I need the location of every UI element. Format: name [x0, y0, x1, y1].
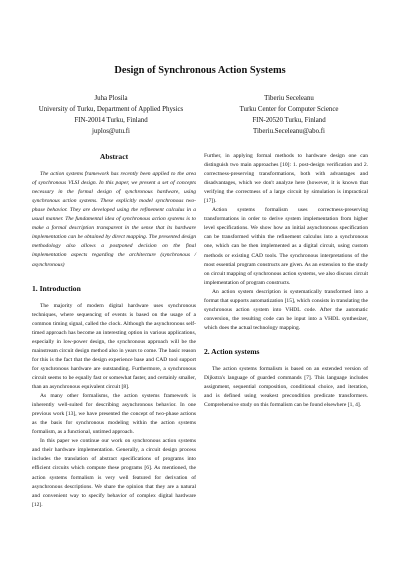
right-column	[204, 152, 368, 410]
body-paragraph: The action systems formalism is based on an extended version of Dijkstra's language of guarded commands [7]. This language includes assignment, sequential composition, conditional choice, and iteration, and is defined using weakest precondition predicate transformers. Comprehensive study on this formalism can be found elsewhere [1, 4].	[204, 365, 368, 409]
abstract-heading: Abstract	[99, 152, 129, 161]
author-affiliation: University of Turku, Department of Applied Physics	[38, 106, 184, 113]
author-address: FIN-20014 Turku, Finland	[74, 117, 148, 124]
body-paragraph: The majority of modern digital hardware uses synchronous techniques, where sequencing of events is based on the usage of a common timing signal, called the clock. Although the asynchronous self-timed approach has become an interesting option in various applications, especially in low-power design, the synchronous approach will be the mainstream circuit design method also in years to come. The basic reason for this is the fact that the design experience base and CAD tool support for synchronous hardware are outstanding. Furthermore, a synchronous circuit seems to be equally fast or somewhat faster, and certainly smaller, than an asynchronous equivalent circuit [8].	[32, 302, 196, 391]
body-paragraph: As many other formalisms, the action systems framework is inherently well-suited for describing asynchronous behavior. In one previous work [13], we have presented the concept of two-phase actions as the basis for synchronous modeling within the action systems formalism, as a functional, untimed approach.	[32, 393, 196, 436]
abstract-text: The action systems framework has recently been applied to the area of synchronous VLSI design. In this paper, we present a set of concepts necessary in the formal design of synchronous hardware, using synchronous action systems. These explicitly model synchronous two-phase behavior. They are developed using the refinement calculus in a usual manner. The fundamental idea of synchronous action systems is to make a formal description transparent in the sense that its hardware implementation can be obtained by direct mapping. The presented design methodology also allows a postponed decision on the final implementation aspects regarding the architecture (synchronous / asynchronous)	[32, 171, 196, 268]
author-block-1	[16, 93, 206, 137]
body-paragraph: Action systems formalism uses correctness-preserving transformations in order to derive system implementation from higher level specifications. We show how an initial asynchronous specification can be transformed within the refinement calculus into a synchronous one, which can be then implemented as a digital circuit, using custom methods or existing CAD tools. The synchronous interpretations of the most essential program constructs are given. As an extension to the study on circuit mapping of synchronous action systems, we also discuss circuit implementation of program constructs.	[204, 207, 368, 286]
body-paragraph: Further, in applying formal methods to hardware design one can distinguish two main approaches [10]: 1. post-design verification and 2. correctness-preserving transformations, both with advantages and disadvantages, which we don't analyze here (however, it is known that verifying the correctness of a large circuit by simulation is impractical [17]).	[204, 153, 368, 205]
body-paragraph: In this paper we continue our work on synchronous action systems and their hardware implementation. Generally, a circuit design process includes the translation of abstract specifications of programs into efficient circuits which compute these programs [6]. As mentioned, the action systems formalism is very well featured for derivation of asynchronous descriptions. We share the opinion that they are a natural and convenient way to specify behavior of complex digital hardware [12].	[32, 438, 196, 508]
section-heading-action-systems: 2. Action systems	[204, 346, 260, 356]
author-name: Tiberiu Seceleanu	[264, 95, 314, 102]
section-heading-introduction: 1. Introduction	[32, 283, 81, 293]
author-email: Tiberiu.Seceleanu@abo.fi	[253, 128, 325, 135]
left-column	[32, 152, 196, 510]
author-block-2	[194, 93, 384, 137]
body-paragraph: An action system description is systematically transformed into a format that supports automatization [15], which consists in translating the synchronous action system into VHDL code. After the automatic conversion, the resulting code can be input into a VHDL synthesizer, which does the actual technology mapping.	[204, 288, 368, 331]
author-name: Juha Plosila	[94, 95, 128, 102]
paper-title: Design of Synchronous Action Systems	[114, 65, 286, 76]
author-address: FIN-20520 Turku, Finland	[252, 117, 326, 124]
author-email: juplos@utu.fi	[92, 128, 130, 135]
author-affiliation: Turku Center for Computer Science	[239, 106, 339, 113]
